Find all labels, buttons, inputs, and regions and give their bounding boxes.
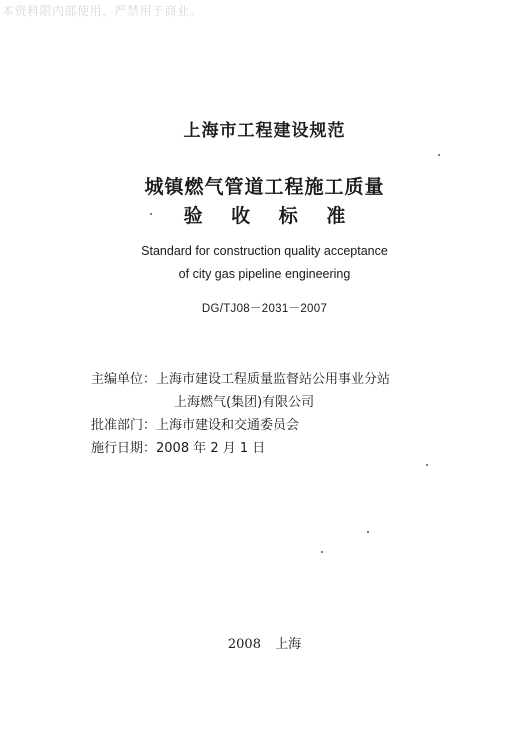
scan-speck <box>321 551 323 553</box>
approval-line: 批准部门：上海市建设和交通委员会 <box>91 418 300 433</box>
series-title: 上海市工程建设规范 <box>183 121 346 141</box>
watermark-text: 本资料限内部使用，严禁用于商业。 <box>2 4 203 18</box>
document-subtitle: 验 收 标 准 <box>183 205 346 227</box>
scan-speck <box>367 531 369 533</box>
standard-code: DG/TJ08－2031－2007 <box>201 303 328 315</box>
document-title: 城镇燃气管道工程施工质量 <box>144 176 385 198</box>
chief-editor-line: 主编单位：上海市建设工程质量监督站公用事业分站 <box>91 372 391 387</box>
english-title-line-2: of city gas pipeline engineering <box>178 267 351 281</box>
publication-footer: 2008 上海 <box>227 637 302 652</box>
scan-speck <box>426 464 428 466</box>
effective-date-line: 施行日期：2008 年 2 月 1 日 <box>91 441 266 456</box>
scan-speck <box>438 154 440 156</box>
co-editor-line: 上海燃气(集团)有限公司 <box>174 395 315 410</box>
scan-speck <box>150 213 152 215</box>
english-title-line-1: Standard for construction quality acceptance <box>141 244 388 258</box>
